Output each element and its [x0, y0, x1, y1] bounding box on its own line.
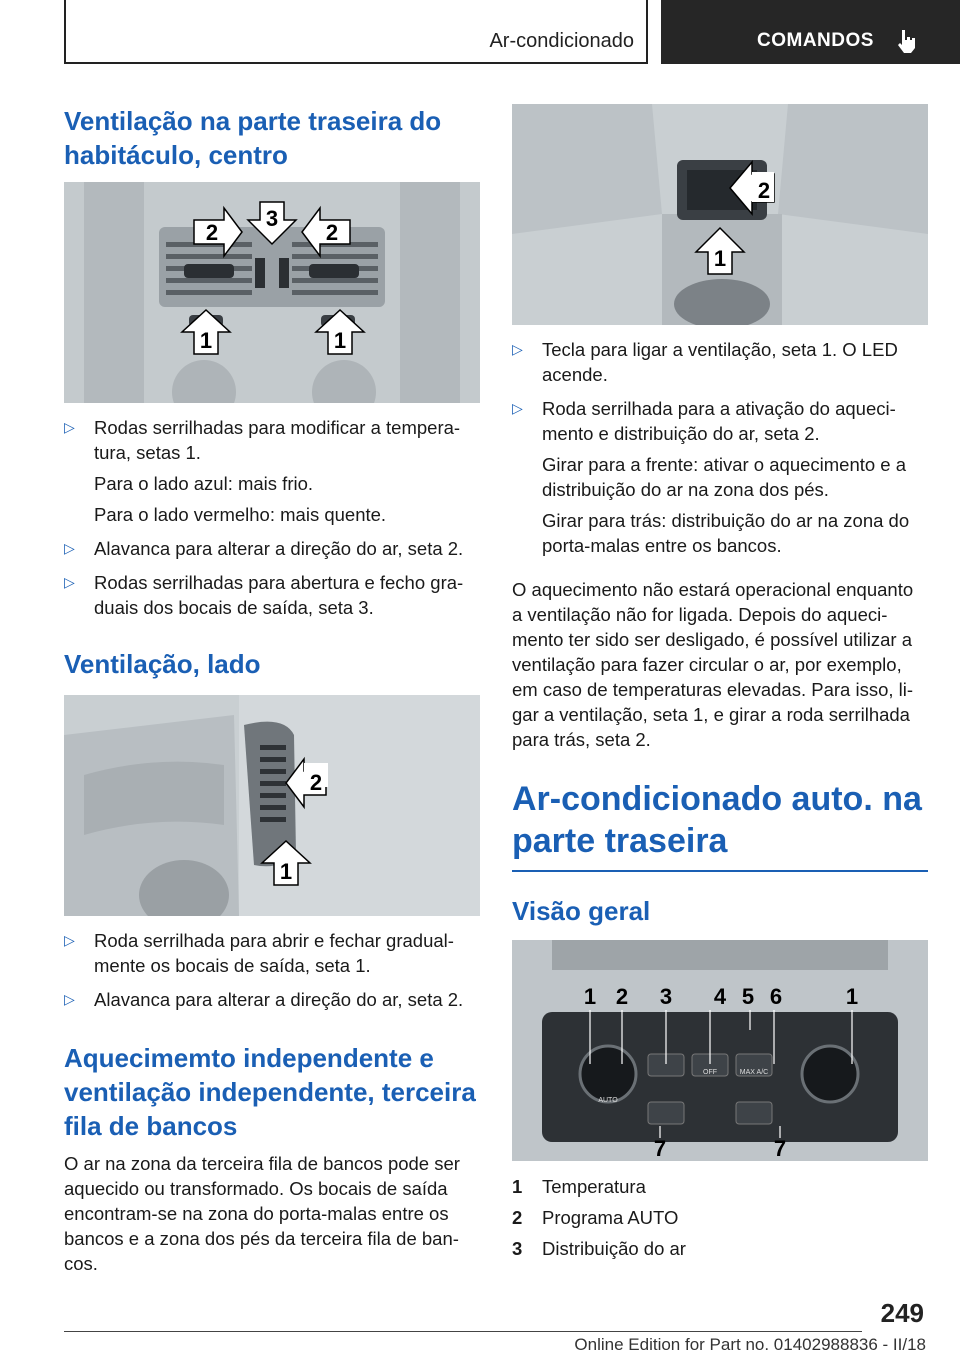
fig-label: 4 [713, 984, 727, 1009]
page-number: 249 [880, 1298, 924, 1328]
bullet-list-center-vent [64, 415, 480, 620]
triangle-bullet-icon: ▷ [64, 574, 75, 590]
list-item: ▷ Alavanca para alterar a direção do ar, seta 2. [64, 538, 464, 559]
legend-item: 1 Temperatura [512, 1176, 646, 1197]
hand-pointer-icon [895, 28, 919, 59]
left-column [64, 104, 480, 1276]
figure-rear-center-vent [64, 182, 480, 403]
fig-label: 1 [199, 328, 213, 353]
heading-side-vent: Ventilação, lado [64, 649, 261, 679]
bullet-list-side-vent [64, 928, 480, 1012]
fig-label: 2 [325, 220, 339, 245]
panel-button-text: MAX A/C [739, 1069, 769, 1076]
heading-third-row: Aquecimemto independente e ventilação independente, terceira fila de bancos [64, 1043, 476, 1141]
list-item: ▷ Roda serrilhada para abrir e fechar gradual-mente os bocais de saída, seta 1. [64, 930, 454, 976]
bullet-list-third-row [512, 337, 928, 558]
list-item: ▷ Rodas serrilhadas para modificar a tempera-tura, setas 1. Para o lado azul: mais frio. Para o lado vermelho: mais quente. [64, 417, 461, 525]
footer-edition: Online Edition for Part no. 01402988836 - II/18 [574, 1335, 926, 1354]
header-chapter-title: COMANDOS [757, 30, 874, 51]
triangle-bullet-icon: ▷ [512, 400, 523, 416]
fig-label: 2 [757, 178, 771, 203]
panel-button-text: AUTO [598, 1097, 618, 1104]
triangle-bullet-icon: ▷ [64, 540, 75, 556]
header-chapter-box [661, 0, 960, 64]
paragraph-third-row: O ar na zona da terceira fila de bancos pode ser aquecido ou transformado. Os bocais de saída encontram-se na zona do porta-malas entre os bancos e a zona dos pés da terceira fila de ban-cos. [64, 1153, 460, 1274]
header-section-title: Ar-condicionado [489, 30, 634, 52]
list-item: ▷ Tecla para ligar a ventilação, seta 1. O LED acende. [512, 339, 898, 385]
legend-list [512, 1171, 928, 1264]
fig-label: 1 [333, 328, 347, 353]
panel-button-text: OFF [703, 1069, 717, 1076]
paragraph-heating: O aquecimento não estará operacional enquanto a ventilação não for ligada. Depois do aqueci-mento ter sido ser desligado, é possível utilizar a ventilação para fazer circular o ar, por exemplo, em caso de temperaturas elevadas. Para isso, li-gar a ventilação, seta 1, e girar a roda serrilhada para trás, seta 2. [512, 579, 914, 750]
fig-label: 1 [713, 246, 727, 271]
figure-third-row-vent [512, 104, 928, 325]
fig-label: 6 [769, 984, 783, 1009]
fig-label: 2 [205, 220, 219, 245]
right-column [512, 104, 928, 1264]
triangle-bullet-icon: ▷ [64, 419, 75, 435]
header-section-box [64, 0, 648, 64]
legend-item: 3 Distribuição do ar [512, 1238, 686, 1259]
footer-divider [64, 1331, 862, 1332]
heading-rear-center-vent: Ventilação na parte traseira do habitáculo, centro [64, 106, 442, 170]
fig-label: 1 [845, 984, 859, 1009]
heading-overview: Visão geral [512, 896, 651, 926]
fig-label: 3 [659, 984, 673, 1009]
legend-item: 2 Programa AUTO [512, 1207, 679, 1228]
triangle-bullet-icon: ▷ [64, 932, 75, 948]
fig-label: 7 [653, 1136, 667, 1161]
triangle-bullet-icon: ▷ [64, 991, 75, 1007]
fig-label: 3 [265, 206, 279, 231]
figure-control-panel [512, 940, 928, 1161]
triangle-bullet-icon: ▷ [512, 341, 523, 357]
fig-label: 1 [279, 859, 293, 884]
fig-label: 2 [309, 770, 323, 795]
list-item: ▷ Roda serrilhada para a ativação do aqueci-mento e distribuição do ar, seta 2. Girar para a frente: ativar o aquecimento e a distribuição do ar na zona dos pés. Girar para trás: distribuição do ar na zona do porta-malas entre os bancos. [512, 398, 910, 556]
fig-label: 5 [741, 984, 755, 1009]
figure-side-vent [64, 695, 480, 916]
fig-label: 7 [773, 1136, 787, 1161]
fig-label: 2 [615, 984, 629, 1009]
list-item: ▷ Rodas serrilhadas para abertura e fecho gra-duais dos bocais de saída, seta 3. [64, 572, 464, 618]
heading-rear-auto-ac: Ar-condicionado auto. na parte traseira [512, 778, 928, 872]
fig-label: 1 [583, 984, 597, 1009]
list-item: ▷ Alavanca para alterar a direção do ar, seta 2. [64, 989, 464, 1010]
